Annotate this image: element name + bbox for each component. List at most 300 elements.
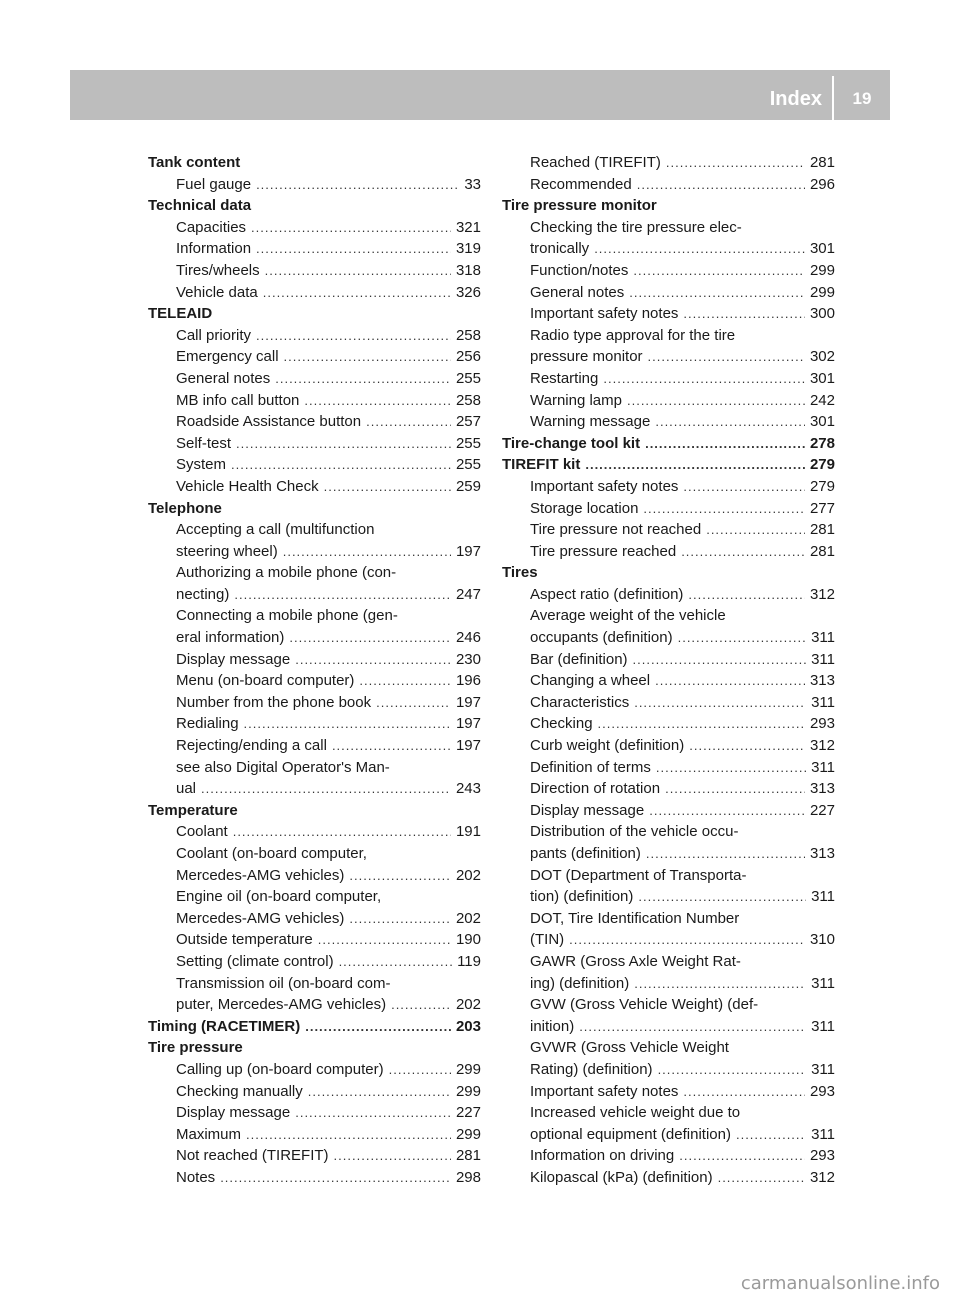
index-entry-text: Bar (definition) xyxy=(530,650,628,668)
page-reference: 259 xyxy=(455,477,481,495)
dot-leader xyxy=(683,476,805,498)
index-entry-row[interactable] xyxy=(176,584,481,606)
index-entry-text: Outside temperature xyxy=(176,931,313,949)
dot-leader xyxy=(263,282,451,304)
page-reference: 301 xyxy=(809,369,835,387)
index-entry-text: Notes xyxy=(176,1168,216,1186)
dot-leader xyxy=(633,649,807,671)
index-entry xyxy=(502,757,835,779)
index-entry-row[interactable] xyxy=(530,800,835,822)
page-reference: 257 xyxy=(455,413,481,431)
index-entry-row[interactable] xyxy=(530,346,835,368)
index-entry-row[interactable] xyxy=(176,865,481,887)
index-entry-row[interactable] xyxy=(502,454,835,476)
index-entry-text: Menu (on-board computer) xyxy=(176,672,355,690)
dot-leader xyxy=(304,390,451,412)
index-heading xyxy=(148,800,481,822)
dot-leader xyxy=(265,260,451,282)
page-reference: 311 xyxy=(811,1125,835,1143)
index-entry xyxy=(502,1081,835,1103)
index-entry xyxy=(502,800,835,822)
page-reference: 311 xyxy=(811,974,835,992)
page-reference: 293 xyxy=(809,1147,835,1165)
index-entry-text: Redialing xyxy=(176,715,239,733)
index-entry xyxy=(502,778,835,800)
index-entry-text: Capacities xyxy=(176,218,247,236)
dot-leader xyxy=(681,541,805,563)
dot-leader xyxy=(665,778,805,800)
index-entry-row[interactable] xyxy=(176,1124,481,1146)
page-reference: 298 xyxy=(455,1168,481,1186)
index-entry xyxy=(148,821,481,843)
dot-leader xyxy=(666,152,805,174)
index-entry-row[interactable] xyxy=(176,929,481,951)
index-entry-row[interactable] xyxy=(176,713,481,735)
dot-leader xyxy=(308,1081,451,1103)
dot-leader xyxy=(236,433,451,455)
index-entry xyxy=(502,670,835,692)
index-entry-row[interactable] xyxy=(530,476,835,498)
index-entry-text: Important safety notes xyxy=(530,305,679,323)
index-entry xyxy=(148,476,481,498)
page-reference: 197 xyxy=(455,715,481,733)
index-entry-row[interactable] xyxy=(530,627,835,649)
index-entry-row[interactable] xyxy=(176,541,481,563)
index-entry-text: TIREFIT kit xyxy=(502,456,581,474)
index-entry-row[interactable] xyxy=(176,454,481,476)
index-entry-text: optional equipment (definition) xyxy=(530,1125,731,1143)
index-entry-text: Distribution of the vehicle occu- xyxy=(530,823,739,841)
index-entry-text: Authorizing a mobile phone (con- xyxy=(176,564,397,582)
dot-leader xyxy=(376,692,451,714)
index-entry-row[interactable] xyxy=(530,649,835,671)
index-heading xyxy=(148,1016,481,1038)
page-reference: 313 xyxy=(809,845,835,862)
index-entry-row[interactable] xyxy=(530,152,835,174)
index-entry-row[interactable] xyxy=(176,994,481,1016)
dot-leader xyxy=(332,735,451,757)
index-entry-row[interactable] xyxy=(530,692,835,714)
index-entry xyxy=(148,325,481,347)
page-reference: 299 xyxy=(809,283,835,301)
index-entry xyxy=(502,951,835,994)
index-entry-row[interactable] xyxy=(530,390,835,412)
index-entry xyxy=(148,562,481,605)
page-reference: 258 xyxy=(455,326,481,344)
index-entry-row[interactable] xyxy=(176,282,481,304)
index-entry-text: tronically xyxy=(530,240,590,258)
index-entry-text: puter, Mercedes-AMG vehicles) xyxy=(176,996,387,1014)
index-entry xyxy=(502,411,835,433)
index-entry xyxy=(502,541,835,563)
index-entry-row[interactable] xyxy=(530,735,835,757)
page-reference: 230 xyxy=(455,650,481,668)
index-heading xyxy=(502,195,835,217)
page-reference: 302 xyxy=(809,348,835,366)
dot-leader xyxy=(295,649,451,671)
index-entry-row[interactable] xyxy=(530,670,835,692)
index-entry-text: ual xyxy=(176,780,197,798)
index-entry-row[interactable] xyxy=(530,303,835,325)
index-entry-text: tion) (definition) xyxy=(530,888,634,906)
dot-leader xyxy=(645,433,805,455)
index-entry xyxy=(148,692,481,714)
page-reference: 277 xyxy=(809,499,835,517)
page-reference: 311 xyxy=(811,888,835,906)
index-entry xyxy=(148,735,481,757)
page-reference: 279 xyxy=(809,456,835,474)
index-entry-row[interactable] xyxy=(176,951,481,973)
page-reference: 202 xyxy=(455,866,481,884)
dot-leader xyxy=(234,584,451,606)
dot-leader xyxy=(233,821,451,843)
index-entry-text: Calling up (on-board computer) xyxy=(176,1060,384,1078)
index-entry-text: Information xyxy=(176,240,252,258)
index-entry-row[interactable] xyxy=(176,433,481,455)
dot-leader xyxy=(683,303,805,325)
index-entry xyxy=(502,519,835,541)
page-reference: 299 xyxy=(455,1060,481,1078)
index-entry-row[interactable] xyxy=(530,1124,835,1146)
index-entry-row[interactable] xyxy=(530,713,835,735)
index-entry-text: Direction of rotation xyxy=(530,780,661,798)
dot-leader xyxy=(629,282,805,304)
index-entry-row[interactable] xyxy=(176,1059,481,1081)
index-entry xyxy=(148,605,481,648)
index-entry-row[interactable] xyxy=(530,1167,835,1189)
index-entry-text: (TIN) xyxy=(530,931,565,949)
index-entry xyxy=(148,649,481,671)
index-entry-row[interactable] xyxy=(176,1167,481,1189)
index-entry-row[interactable] xyxy=(176,908,481,930)
index-entry-row[interactable] xyxy=(530,778,835,800)
page-reference: 293 xyxy=(809,1082,835,1100)
dot-leader xyxy=(349,908,451,930)
index-entry-row[interactable] xyxy=(176,346,481,368)
index-entry-text: Average weight of the vehicle xyxy=(530,607,726,625)
dot-leader xyxy=(334,1145,451,1167)
index-entry-text: Connecting a mobile phone (gen- xyxy=(176,607,398,625)
index-entry-text: steering wheel) xyxy=(176,542,278,560)
page-reference: 258 xyxy=(455,391,481,409)
dot-leader xyxy=(366,411,451,433)
index-entry-row[interactable] xyxy=(176,368,481,390)
page-reference: 227 xyxy=(809,801,835,819)
index-entry-text: Restarting xyxy=(530,369,599,387)
page-reference: 256 xyxy=(455,348,481,366)
dot-leader xyxy=(649,800,805,822)
index-entry-text: DOT, Tire Identification Number xyxy=(530,909,740,927)
index-entry xyxy=(502,174,835,196)
page-reference: 33 xyxy=(464,175,481,193)
index-entry-row[interactable] xyxy=(530,260,835,282)
index-entry-row[interactable] xyxy=(530,282,835,304)
page-reference: 242 xyxy=(809,391,835,409)
dot-leader xyxy=(284,346,451,368)
index-entry xyxy=(502,1037,835,1080)
index-entry-row[interactable] xyxy=(502,433,835,455)
dot-leader xyxy=(658,1059,807,1081)
index-entry xyxy=(502,605,835,648)
page-reference: 197 xyxy=(455,737,481,755)
index-entry-text: Recommended xyxy=(530,175,632,193)
index-entry-row[interactable] xyxy=(530,498,835,520)
page-reference: 281 xyxy=(809,521,835,539)
index-entry-text: Rating) (definition) xyxy=(530,1060,653,1078)
index-entry-text: pressure monitor xyxy=(530,348,643,366)
page-reference: 243 xyxy=(455,780,481,798)
page-reference: 311 xyxy=(811,1017,835,1035)
index-entry-row[interactable] xyxy=(176,238,481,260)
index-entry xyxy=(148,346,481,368)
index-entry-text: Self-test xyxy=(176,434,232,452)
index-entry-text: necting) xyxy=(176,585,230,603)
dot-leader xyxy=(634,692,806,714)
index-entry-text: Mercedes-AMG vehicles) xyxy=(176,909,345,927)
index-entry xyxy=(148,886,481,929)
index-entry-row[interactable] xyxy=(176,670,481,692)
index-entry xyxy=(148,433,481,455)
index-entry-row[interactable] xyxy=(530,973,835,995)
index-entry xyxy=(502,368,835,390)
index-entry xyxy=(502,152,835,174)
index-entry-row[interactable] xyxy=(530,929,835,951)
index-entry-text: Setting (climate control) xyxy=(176,952,334,970)
index-entry xyxy=(502,390,835,412)
page-reference: 197 xyxy=(455,542,481,560)
index-entry xyxy=(148,929,481,951)
index-entry xyxy=(502,1167,835,1189)
dot-leader xyxy=(678,627,806,649)
index-entry-text: MB info call button xyxy=(176,391,300,409)
index-entry-text: Definition of terms xyxy=(530,758,651,776)
index-entry-row[interactable] xyxy=(176,174,481,196)
dot-leader xyxy=(656,757,806,779)
index-entry-row[interactable] xyxy=(176,260,481,282)
index-entry-text: GVWR (Gross Vehicle Weight xyxy=(530,1039,729,1057)
page-reference: 202 xyxy=(455,909,481,927)
index-entry-row[interactable] xyxy=(530,1145,835,1167)
index-heading-text: Tank content xyxy=(148,154,241,171)
index-entry-text: Characteristics xyxy=(530,693,630,711)
index-entry-row[interactable] xyxy=(530,1059,835,1081)
index-entry-text: Tire pressure reached xyxy=(530,542,677,560)
dot-leader xyxy=(295,1102,451,1124)
index-entry-text: Not reached (TIREFIT) xyxy=(176,1147,329,1165)
page-reference: 312 xyxy=(809,585,835,603)
index-entry-row[interactable] xyxy=(530,1016,835,1038)
page-reference: 299 xyxy=(455,1082,481,1100)
index-entry-text: Curb weight (definition) xyxy=(530,737,685,755)
index-entry-text: Display message xyxy=(530,801,645,819)
index-entry-row[interactable] xyxy=(176,821,481,843)
dot-leader xyxy=(598,713,805,735)
index-entry-row[interactable] xyxy=(530,843,835,865)
index-entry-text: General notes xyxy=(530,283,625,301)
index-entry-row[interactable] xyxy=(176,390,481,412)
dot-leader xyxy=(256,325,451,347)
index-entry xyxy=(502,303,835,325)
index-entry-row[interactable] xyxy=(176,735,481,757)
page-reference: 255 xyxy=(455,456,481,474)
page-reference: 326 xyxy=(455,283,481,301)
index-entry-text: Warning message xyxy=(530,413,651,431)
dot-leader xyxy=(637,174,805,196)
page-reference: 246 xyxy=(455,629,481,647)
index-entry xyxy=(148,390,481,412)
index-entry xyxy=(148,1145,481,1167)
dot-leader xyxy=(251,217,451,239)
index-column-left xyxy=(148,152,481,1189)
index-entry-text: Accepting a call (multifunction xyxy=(176,521,375,539)
index-entry-row[interactable] xyxy=(176,476,481,498)
index-entry-text: Call priority xyxy=(176,326,252,344)
index-entry-row[interactable] xyxy=(176,649,481,671)
index-entry xyxy=(148,411,481,433)
index-heading xyxy=(148,303,481,325)
index-entry-row[interactable] xyxy=(530,368,835,390)
index-entry-row[interactable] xyxy=(176,627,481,649)
page-number: 19 xyxy=(852,89,872,108)
page-reference: 202 xyxy=(455,996,481,1014)
page-reference: 255 xyxy=(455,369,481,387)
page-reference: 281 xyxy=(809,154,835,171)
page-reference: 310 xyxy=(809,931,835,949)
index-entry xyxy=(148,1102,481,1124)
index-entry-text: GVW (Gross Vehicle Weight) (def- xyxy=(530,996,759,1014)
index-heading-text: Tire pressure monitor xyxy=(502,197,657,215)
index-entry-text: Function/notes xyxy=(530,261,629,279)
index-entry xyxy=(502,260,835,282)
dot-leader xyxy=(634,973,806,995)
index-heading-text: Telephone xyxy=(148,499,222,517)
index-entry-text: Information on driving xyxy=(530,1147,675,1165)
index-entry-text: Transmission oil (on-board com- xyxy=(176,974,391,992)
index-entry-row[interactable] xyxy=(176,217,481,239)
index-entry-row[interactable] xyxy=(176,1145,481,1167)
index-entry-text: Maximum xyxy=(176,1125,242,1143)
page-reference: 190 xyxy=(455,931,481,949)
page-reference: 299 xyxy=(809,261,835,279)
index-entry xyxy=(148,670,481,692)
index-entry xyxy=(502,584,835,606)
index-heading xyxy=(148,152,481,174)
index-entry xyxy=(502,649,835,671)
index-entry-row[interactable] xyxy=(176,1081,481,1103)
index-entry xyxy=(148,1167,481,1189)
dot-leader xyxy=(655,670,805,692)
index-entry xyxy=(502,1145,835,1167)
index-entry-text: ing) (definition) xyxy=(530,974,630,992)
index-entry xyxy=(148,1124,481,1146)
index-entry-text: Emergency call xyxy=(176,348,279,366)
index-entry-row[interactable] xyxy=(530,1081,835,1103)
watermark: carmanualsonline.info xyxy=(740,1273,940,1294)
index-entry xyxy=(148,238,481,260)
page-reference: 313 xyxy=(809,672,835,690)
index-entry-text: Coolant (on-board computer, xyxy=(176,845,367,862)
index-entry-text: eral information) xyxy=(176,629,285,647)
index-entry-row[interactable] xyxy=(530,519,835,541)
index-entry-text: Checking xyxy=(530,715,593,733)
page-reference: 311 xyxy=(811,693,835,711)
index-entry-row[interactable] xyxy=(148,1016,481,1038)
dot-leader xyxy=(718,1167,805,1189)
dot-leader xyxy=(679,1145,805,1167)
index-entry-row[interactable] xyxy=(530,238,835,260)
dot-leader xyxy=(648,346,805,368)
index-heading xyxy=(148,195,481,217)
index-entry-row[interactable] xyxy=(176,692,481,714)
page-reference: 119 xyxy=(457,952,481,970)
dot-leader xyxy=(305,1016,451,1038)
index-entry-row[interactable] xyxy=(530,174,835,196)
index-entry-row[interactable] xyxy=(530,411,835,433)
index-heading-text: Technical data xyxy=(148,197,252,215)
index-heading xyxy=(502,562,835,584)
dot-leader xyxy=(289,627,451,649)
page-reference: 203 xyxy=(455,1017,481,1035)
index-entry xyxy=(502,821,835,864)
page-reference: 255 xyxy=(455,434,481,452)
page-reference: 301 xyxy=(809,240,835,258)
index-entry xyxy=(502,476,835,498)
page-reference: 227 xyxy=(455,1104,481,1122)
index-entry-row[interactable] xyxy=(530,541,835,563)
index-entry-row[interactable] xyxy=(176,325,481,347)
index-entry-row[interactable] xyxy=(176,778,481,800)
page-reference: 196 xyxy=(455,672,481,690)
dot-leader xyxy=(579,1016,806,1038)
dot-leader xyxy=(643,498,805,520)
page-reference: 191 xyxy=(455,823,481,841)
index-entry-text: Tires/wheels xyxy=(176,261,260,279)
index-entry-row[interactable] xyxy=(176,411,481,433)
index-entry-row[interactable] xyxy=(176,1102,481,1124)
page-reference: 318 xyxy=(455,261,481,279)
index-entry-text: Engine oil (on-board computer, xyxy=(176,888,382,906)
dot-leader xyxy=(736,1124,806,1146)
index-entry xyxy=(148,757,481,800)
dot-leader xyxy=(585,454,805,476)
index-entry-text: Display message xyxy=(176,1104,291,1122)
index-entry xyxy=(502,713,835,735)
index-entry-row[interactable] xyxy=(530,886,835,908)
index-entry xyxy=(148,282,481,304)
dot-leader xyxy=(318,929,451,951)
index-entry-row[interactable] xyxy=(530,757,835,779)
index-entry-row[interactable] xyxy=(530,584,835,606)
page-header xyxy=(70,70,890,120)
dot-leader xyxy=(359,670,451,692)
index-entry-text: Number from the phone book xyxy=(176,693,372,711)
index-heading xyxy=(148,498,481,520)
dot-leader xyxy=(201,778,451,800)
index-entry-text: Warning lamp xyxy=(530,391,622,409)
index-entry xyxy=(148,951,481,973)
index-entry-text: Fuel gauge xyxy=(176,175,252,193)
page-reference: 293 xyxy=(809,715,835,733)
index-entry xyxy=(502,282,835,304)
dot-leader xyxy=(389,1059,451,1081)
dot-leader xyxy=(569,929,805,951)
page-reference: 299 xyxy=(455,1125,481,1143)
index-entry xyxy=(148,217,481,239)
index-entry xyxy=(502,994,835,1037)
dot-leader xyxy=(706,519,805,541)
index-entry xyxy=(148,454,481,476)
dot-leader xyxy=(246,1124,451,1146)
